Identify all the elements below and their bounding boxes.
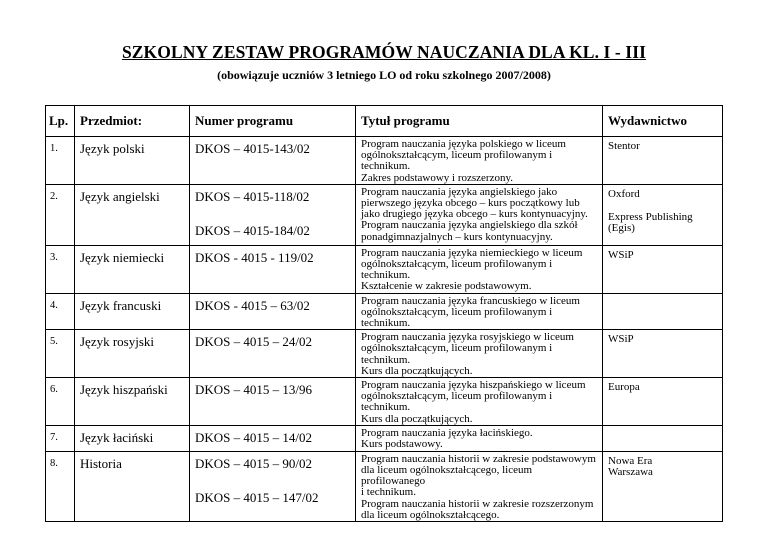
row-subject: Język rosyjski — [75, 330, 190, 378]
table-row — [46, 184, 723, 245]
row-publisher — [603, 425, 723, 451]
title-line: Program nauczania historii w zakresie podstawowym — [361, 452, 596, 465]
header-lp: Lp. — [46, 106, 75, 137]
table-row — [46, 425, 723, 451]
row-title — [356, 425, 603, 451]
row-code: DKOS – 4015 – 24/02 — [190, 330, 356, 378]
publisher-city: Warszawa — [608, 465, 653, 478]
publisher-name: Nowa Era — [608, 454, 653, 467]
row-subject: Język hiszpański — [75, 378, 190, 426]
program-code: DKOS – 4015 – 90/02 — [195, 455, 313, 471]
header-publisher: Wydawnictwo — [603, 106, 723, 137]
row-code — [190, 184, 356, 245]
publisher-name: Oxford — [608, 187, 640, 200]
table-row — [46, 293, 723, 330]
row-number: 5. — [46, 330, 75, 378]
row-publisher: Stentor — [603, 137, 723, 185]
row-publisher — [603, 184, 723, 245]
row-code: DKOS - 4015 - 119/02 — [190, 245, 356, 293]
document-subtitle: (obowiązuje uczniów 3 letniego LO od roku szkolnego 2007/2008) — [217, 68, 551, 82]
title-line: Program nauczania języka angielskiego dla szkół — [361, 219, 578, 232]
title-line: Program nauczania języka hiszpańskiego w liceum — [361, 379, 586, 392]
title-line: Program nauczania języka rosyjskiego w liceum — [361, 331, 574, 344]
row-subject: Historia — [75, 451, 190, 521]
row-number: 1. — [46, 137, 75, 185]
title-line: Program nauczania języka francuskiego w liceum — [361, 294, 580, 307]
row-publisher — [603, 293, 723, 330]
row-title — [356, 137, 603, 185]
title-line: ogólnokształcącym, liceum profilowanym i technikum. — [361, 149, 553, 173]
title-line: Program nauczania języka angielskiego jako — [361, 185, 558, 198]
row-number: 8. — [46, 451, 75, 521]
title-line: ogólnokształcącym, liceum profilowanym i technikum. — [361, 258, 553, 282]
title-line: ogólnokształcącym, liceum profilowanym i technikum. — [361, 390, 553, 414]
title-line: pierwszego języka obcego – kurs początkowy lub — [361, 197, 580, 210]
row-title — [356, 451, 603, 521]
title-line: Program nauczania historii w zakresie rozszerzonym — [361, 497, 594, 510]
row-code: DKOS – 4015-143/02 — [190, 137, 356, 185]
row-publisher — [603, 451, 723, 521]
row-title — [356, 378, 603, 426]
publisher-name-secondary: Express Publishing — [608, 210, 693, 223]
row-code — [190, 451, 356, 521]
title-line: Program nauczania języka łacińskiego. — [361, 426, 533, 439]
title-line: ogólnokształcącym, liceum profilowanym i technikum. — [361, 305, 553, 330]
row-subject: Język niemiecki — [75, 245, 190, 293]
row-code: DKOS – 4015 – 13/96 — [190, 378, 356, 426]
publisher-name-secondary-note: (Egis) — [608, 221, 635, 234]
title-line: Program nauczania języka polskiego w liceum — [361, 138, 566, 150]
table-row — [46, 137, 723, 185]
title-line: dla liceum ogólnokształcącego, liceum profilowanego — [361, 464, 533, 488]
row-title — [356, 184, 603, 245]
title-line: i technikum. — [361, 486, 416, 499]
row-title — [356, 330, 603, 378]
row-number: 2. — [46, 184, 75, 245]
row-number: 4. — [46, 293, 75, 330]
row-publisher: WSiP — [603, 330, 723, 378]
row-subject: Język łaciński — [75, 425, 190, 451]
table-row — [46, 378, 723, 426]
title-line: Kurs dla początkujących. — [361, 364, 473, 377]
title-line: dla liceum ogólnokształcącego. — [361, 508, 500, 521]
program-code-secondary: DKOS – 4015 – 147/02 — [195, 489, 319, 505]
program-code: DKOS – 4015-118/02 — [195, 188, 310, 204]
header-subject: Przedmiot: — [75, 106, 190, 137]
row-subject: Język angielski — [75, 184, 190, 245]
row-code: DKOS – 4015 – 14/02 — [190, 425, 356, 451]
table-row — [46, 330, 723, 378]
row-title — [356, 245, 603, 293]
row-subject: Język francuski — [75, 293, 190, 330]
title-line: ogólnokształcącym, liceum profilowanym i technikum. — [361, 342, 553, 366]
header-code: Numer programu — [190, 106, 356, 137]
row-code: DKOS - 4015 – 63/02 — [190, 293, 356, 330]
table-row — [46, 245, 723, 293]
document-title: SZKOLNY ZESTAW PROGRAMÓW NAUCZANIA DLA KL. I - III — [121, 42, 647, 62]
row-publisher: Europa — [603, 378, 723, 426]
row-subject: Język polski — [75, 137, 190, 185]
title-line: Kurs dla początkujących. — [361, 412, 473, 425]
table-header-row — [46, 106, 723, 137]
table-row — [46, 451, 723, 521]
title-line: Kształcenie w zakresie podstawowym. — [361, 280, 532, 293]
row-number: 3. — [46, 245, 75, 293]
title-line: ponadgimnazjalnych – kurs kontynuacyjny. — [361, 230, 553, 243]
title-line: Zakres podstawowy i rozszerzony. — [361, 171, 514, 184]
program-code-secondary: DKOS – 4015-184/02 — [195, 222, 310, 238]
title-line: Kurs podstawowy. — [361, 438, 443, 451]
programs-table — [45, 105, 723, 522]
header-title: Tytuł programu — [356, 106, 603, 137]
row-title — [356, 293, 603, 330]
row-number: 6. — [46, 378, 75, 426]
row-number: 7. — [46, 425, 75, 451]
title-line: jako drugiego języka obcego – kurs kontynuacyjny. — [361, 208, 588, 221]
title-line: Program nauczania języka niemieckiego w liceum — [361, 246, 583, 259]
row-publisher: WSiP — [603, 245, 723, 293]
